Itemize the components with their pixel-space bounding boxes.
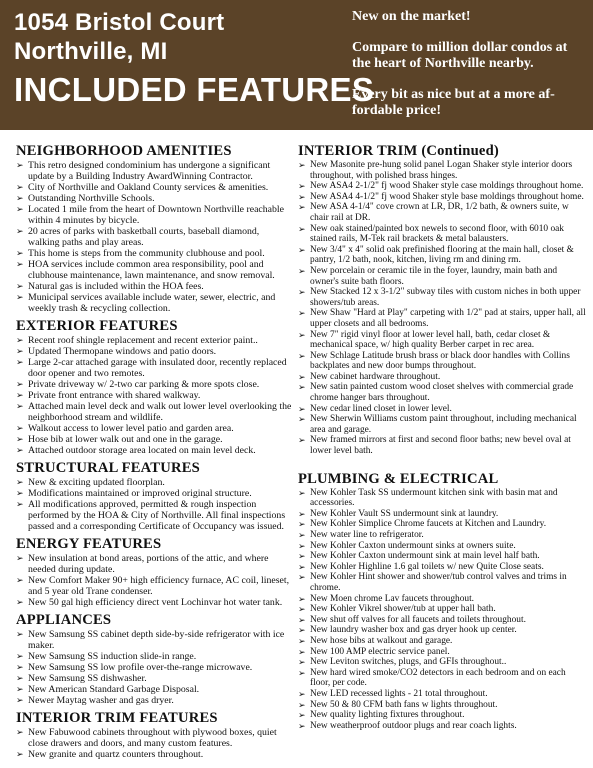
list-item-text: Attached outdoor storage area located on main level deck. [28, 445, 256, 456]
list-item [298, 700, 586, 711]
list-item [298, 308, 586, 329]
list-item [298, 404, 586, 415]
arrow-bullet-icon: ➢ [298, 540, 306, 551]
list-item-text: Hose bib at lower walk out and one in the garage. [28, 434, 223, 445]
list-item [16, 193, 292, 204]
arrow-bullet-icon: ➢ [16, 335, 24, 345]
arrow-bullet-icon: ➢ [16, 379, 24, 389]
list-item [298, 372, 586, 383]
list-item [16, 248, 292, 259]
list-item-text: New Kohler Hint shower and shower/tub control valves and trims in chrome. [310, 572, 567, 593]
promo-line: New on the market! [352, 9, 471, 24]
list-item-text: New 50 & 80 CFM bath fans w lights throughout. [310, 699, 498, 710]
section-heading-structural-features: STRUCTURAL FEATURES [16, 460, 200, 476]
list-item [298, 562, 586, 573]
promo-text [352, 9, 588, 134]
list-item-text: New 7" rigid vinyl floor at lower level hall, bath, cedar closet & mechanical space, w/ high quality Berber carpet in rec area. [310, 329, 551, 351]
arrow-bullet-icon: ➢ [298, 593, 306, 604]
promo-line: Every bit as nice but at a more affordable price! [352, 86, 555, 118]
list-item-text: New Kohler Simplice Chrome faucets at Kitchen and Laundry. [310, 519, 547, 530]
arrow-bullet-icon: ➢ [16, 575, 24, 585]
list-item [298, 551, 586, 562]
arrow-bullet-icon: ➢ [298, 308, 306, 319]
list-item-text: New Sherwin Williams custom paint throughout, including mechanical area and garage. [310, 414, 577, 435]
list-item [298, 351, 586, 372]
feature-list [298, 160, 586, 457]
left-column [16, 141, 292, 764]
list-item-text: New shut off valves for all faucets and toilets throughout. [310, 614, 526, 625]
arrow-bullet-icon: ➢ [298, 371, 306, 382]
list-item-text: New weatherproof outdoor plugs and rear coach lights. [310, 720, 517, 731]
list-item-text: 20 acres of parks with basketball courts, baseball diamond, walking paths and play areas. [28, 226, 260, 248]
section-heading-neighborhood-amenities: NEIGHBORHOOD AMENITIES [16, 143, 232, 159]
list-item [298, 594, 586, 605]
list-item [16, 379, 292, 390]
feature-list [16, 629, 292, 706]
list-item-text: New quality lighting fixtures throughout. [310, 710, 465, 721]
list-item [16, 597, 292, 608]
list-item-text: New Samsung SS induction slide-in range. [28, 651, 197, 662]
list-item [16, 445, 292, 456]
list-item-text: HOA services include common area responsibility, pool and clubhouse maintenance, lawn maintenance, and snow removal. [28, 259, 275, 281]
arrow-bullet-icon: ➢ [298, 635, 306, 646]
list-item-text: All modifications approved, permitted & rough inspection performed by the HOA & City of Northville. All final inspections passed and a corresponding Certificate of Occupancy was issued. [28, 499, 286, 532]
section-heading-appliances: APPLIANCES [16, 612, 112, 628]
list-item-text: New ASA 4-1/4" cove crown at LR, DR, 1/2 bath, & owners suite, w chair rail at DR. [310, 202, 569, 223]
arrow-bullet-icon: ➢ [298, 287, 306, 298]
arrow-bullet-icon: ➢ [16, 401, 24, 411]
arrow-bullet-icon: ➢ [16, 499, 24, 509]
address-line-2: Northville, MI [14, 38, 168, 65]
list-item [16, 204, 292, 226]
arrow-bullet-icon: ➢ [298, 530, 306, 540]
arrow-bullet-icon: ➢ [16, 248, 24, 258]
list-item-text: New Fabuwood cabinets throughout with plywood boxes, quiet close drawers and doors, and many custom features. [28, 727, 277, 749]
header-left [14, 8, 374, 110]
list-item [298, 266, 586, 287]
arrow-bullet-icon: ➢ [298, 223, 306, 234]
feature-list [298, 488, 586, 732]
list-item [298, 721, 586, 732]
list-item-text: New satin painted custom wood closet shelves with commercial grade chrome hanger bars throughout. [310, 382, 574, 404]
list-item-text: New framed mirrors at first and second floor baths; new bevel oval at lower level bath. [310, 435, 571, 457]
section-heading-interior-trim-features: INTERIOR TRIM FEATURES [16, 710, 218, 726]
arrow-bullet-icon: ➢ [16, 597, 24, 607]
list-item-text: New Kohler Caxton undermount sink at main level half bath. [310, 551, 540, 562]
list-item-text: New hard wired smoke/CO2 detectors in each bedroom and on each floor, per code. [310, 667, 566, 689]
list-item [298, 710, 586, 721]
list-item-text: Natural gas is included within the HOA fees. [28, 281, 204, 292]
arrow-bullet-icon: ➢ [16, 292, 24, 302]
list-item-text: Private front entrance with shared walkway. [28, 390, 201, 401]
list-item-text: Private driveway w/ 2-two car parking & more spots close. [28, 379, 260, 390]
list-item [298, 160, 586, 181]
list-item-text: Modifications maintained or improved original structure. [28, 488, 252, 499]
arrow-bullet-icon: ➢ [298, 329, 306, 340]
list-item [16, 401, 292, 423]
arrow-bullet-icon: ➢ [16, 651, 24, 661]
arrow-bullet-icon: ➢ [16, 673, 24, 683]
arrow-bullet-icon: ➢ [298, 688, 306, 699]
section-heading-plumbing-electrical: PLUMBING & ELECTRICAL [298, 470, 499, 487]
feature-list [16, 553, 292, 608]
arrow-bullet-icon: ➢ [16, 204, 24, 214]
arrow-bullet-icon: ➢ [16, 553, 24, 563]
arrow-bullet-icon: ➢ [298, 699, 306, 710]
arrow-bullet-icon: ➢ [16, 684, 24, 694]
list-item [16, 335, 292, 346]
arrow-bullet-icon: ➢ [298, 350, 306, 361]
list-item [16, 281, 292, 292]
list-item-text: New ASA4 2-1/2" fj wood Shaker style case moldings throughout home. [310, 181, 584, 192]
list-item [16, 259, 292, 281]
arrow-bullet-icon: ➢ [298, 403, 306, 414]
list-item [298, 668, 586, 689]
list-item-text: New cabinet hardware throughout. [310, 371, 441, 382]
list-item-text: New insulation at bond areas, portions of the attic, and where needed during update. [28, 553, 269, 575]
list-item-text: Walkout access to lower level patio and garden area. [28, 423, 234, 434]
list-item-text: New Kohler Highline 1.6 gal toilets w/ new Quite Close seats. [310, 561, 544, 572]
list-item [16, 695, 292, 706]
list-item-text: New 3/4" x 4" solid oak prefinished flooring at the main hall, closet & pantry, 1/2 bath, nook, kitchen, living rm and dining rm. [310, 244, 574, 266]
list-item-text: New Moen chrome Lav faucets throughout. [310, 593, 475, 604]
list-item-text: New granite and quartz counters throughout. [28, 749, 204, 760]
list-item [298, 414, 586, 435]
arrow-bullet-icon: ➢ [298, 487, 306, 498]
list-item [298, 224, 586, 245]
list-item-text: Recent roof shingle replacement and recent exterior paint.. [28, 335, 258, 346]
right-column [298, 141, 586, 735]
list-item [298, 245, 586, 266]
list-item [16, 477, 292, 488]
list-item [16, 575, 292, 597]
arrow-bullet-icon: ➢ [298, 181, 306, 192]
section-heading-interior-trim-continued: INTERIOR TRIM (Continued) [298, 143, 499, 159]
arrow-bullet-icon: ➢ [298, 625, 306, 636]
arrow-bullet-icon: ➢ [298, 572, 306, 583]
feature-list [16, 477, 292, 532]
list-item [298, 181, 586, 192]
list-item-text: New 50 gal high efficiency direct vent Lochinvar hot water tank. [28, 597, 283, 608]
list-item [298, 689, 586, 700]
section-spacer [298, 461, 586, 469]
list-item-text: New ASA4 4-1/2" fj wood Shaker style base moldings throughout home. [310, 191, 584, 202]
arrow-bullet-icon: ➢ [16, 182, 24, 192]
arrow-bullet-icon: ➢ [298, 414, 306, 425]
list-item-text: New oak stained/painted box newels to second floor, with 6010 oak stained rails, M-Tek rail brackets & metal balausters. [310, 223, 564, 245]
arrow-bullet-icon: ➢ [16, 488, 24, 498]
list-item-text: New hose bibs at walkout and garage. [310, 635, 453, 646]
list-item-text: New Samsung SS cabinet depth side-by-side refrigerator with ice maker. [28, 629, 285, 651]
arrow-bullet-icon: ➢ [16, 727, 24, 737]
list-item-text: Attached main level deck and walk out lower level overlooking the neighborhood stream and wildlife. [28, 401, 292, 423]
feature-list [16, 727, 292, 760]
list-item [298, 604, 586, 615]
list-item [298, 382, 586, 403]
list-item-text: Located 1 mile from the heart of Downtown Northville reachable within 4 minutes by bicycle. [28, 204, 284, 226]
arrow-bullet-icon: ➢ [298, 710, 306, 721]
arrow-bullet-icon: ➢ [298, 604, 306, 615]
list-item [298, 488, 586, 509]
list-item-text: New Stacked 12 x 3-1/2" subway tiles with custom niches in both upper showers/tub areas. [310, 287, 581, 308]
arrow-bullet-icon: ➢ [16, 434, 24, 444]
list-item-text: This retro designed condominium has undergone a significant update by a Building Industry AwardWinning Contractor. [28, 160, 271, 182]
list-item-text: Municipal services available include water, sewer, electric, and weekly trash & recycling collection. [28, 292, 276, 314]
arrow-bullet-icon: ➢ [298, 382, 306, 393]
list-item [16, 346, 292, 357]
list-item [16, 182, 292, 193]
list-item [298, 530, 586, 541]
arrow-bullet-icon: ➢ [298, 191, 306, 202]
arrow-bullet-icon: ➢ [16, 346, 24, 356]
list-item [298, 541, 586, 552]
list-item-text: New Comfort Maker 90+ high efficiency furnace, AC coil, lineset, and 5 year old Trane condenser. [28, 575, 290, 597]
list-item [16, 727, 292, 749]
arrow-bullet-icon: ➢ [298, 244, 306, 255]
arrow-bullet-icon: ➢ [298, 508, 306, 519]
arrow-bullet-icon: ➢ [298, 551, 306, 562]
arrow-bullet-icon: ➢ [16, 160, 24, 170]
list-item-text: This home is steps from the community clubhouse and pool. [28, 248, 265, 259]
list-item [298, 509, 586, 520]
section-heading-energy-features: ENERGY FEATURES [16, 536, 162, 552]
list-item [298, 287, 586, 308]
list-item [16, 629, 292, 651]
address-line-1: 1054 Bristol Court [14, 9, 225, 36]
list-item-text: New porcelain or ceramic tile in the foyer, laundry, main bath and owner's suite bath floors. [310, 265, 558, 287]
list-item-text: New Kohler Caxton undermount sinks at owners suite. [310, 540, 516, 551]
list-item [298, 435, 586, 456]
list-item-text: New laundry washer box and gas dryer hook up center. [310, 625, 517, 636]
list-item-text: New LED recessed lights - 21 total throughout. [310, 688, 488, 699]
list-item [16, 488, 292, 499]
section-heading-exterior-features: EXTERIOR FEATURES [16, 318, 178, 334]
list-item [298, 572, 586, 593]
arrow-bullet-icon: ➢ [298, 667, 306, 678]
list-item-text: New water line to refrigerator. [310, 530, 424, 540]
list-item-text: New Shaw "Hard at Play" carpeting with 1/2" pad at stairs, upper hall, all upper closets and all bedrooms. [310, 308, 586, 329]
arrow-bullet-icon: ➢ [16, 390, 24, 400]
list-item [298, 636, 586, 647]
list-item [298, 202, 586, 223]
list-item [298, 330, 586, 351]
list-item [16, 357, 292, 379]
header-banner [0, 0, 593, 130]
arrow-bullet-icon: ➢ [16, 477, 24, 487]
arrow-bullet-icon: ➢ [16, 662, 24, 672]
arrow-bullet-icon: ➢ [298, 657, 306, 668]
list-item-text: New & exciting updated floorplan. [28, 477, 165, 488]
arrow-bullet-icon: ➢ [16, 226, 24, 236]
arrow-bullet-icon: ➢ [298, 561, 306, 572]
list-item-text: New 100 AMP electric service panel. [310, 646, 450, 657]
feature-list [16, 160, 292, 314]
list-item [298, 625, 586, 636]
list-item [298, 615, 586, 626]
list-item [16, 292, 292, 314]
promo-line: Compare to million dollar condos at the heart of Northville nearby. [352, 39, 568, 71]
arrow-bullet-icon: ➢ [16, 423, 24, 433]
list-item [298, 519, 586, 530]
list-item [16, 684, 292, 695]
list-item-text: Outstanding Northville Schools. [28, 193, 155, 204]
list-item [16, 749, 292, 760]
list-item [298, 192, 586, 203]
feature-list [16, 335, 292, 456]
arrow-bullet-icon: ➢ [16, 259, 24, 269]
list-item-text: New Samsung SS low profile over-the-range microwave. [28, 662, 253, 673]
arrow-bullet-icon: ➢ [16, 629, 24, 639]
list-item [16, 390, 292, 401]
list-item [16, 434, 292, 445]
list-item [16, 651, 292, 662]
list-item [16, 662, 292, 673]
list-item [16, 226, 292, 248]
arrow-bullet-icon: ➢ [16, 445, 24, 455]
arrow-bullet-icon: ➢ [298, 519, 306, 530]
list-item-text: New Samsung SS dishwasher. [28, 673, 147, 684]
arrow-bullet-icon: ➢ [16, 357, 24, 367]
list-item [16, 160, 292, 182]
list-item-text: Newer Maytag washer and gas dryer. [28, 695, 174, 706]
list-item-text: New Schlage Latitude brush brass or black door handles with Collins backplates and new door bumps throughout. [310, 350, 570, 372]
list-item [16, 499, 292, 532]
arrow-bullet-icon: ➢ [298, 720, 306, 731]
list-item-text: New Kohler Task SS undermount kitchen sink with basin mat and accessories. [310, 487, 558, 509]
list-item-text: City of Northville and Oakland County services & amenities. [28, 182, 269, 193]
arrow-bullet-icon: ➢ [298, 614, 306, 625]
list-item [298, 647, 586, 658]
page-title: INCLUDED FEATURES [14, 71, 375, 108]
arrow-bullet-icon: ➢ [298, 160, 306, 170]
arrow-bullet-icon: ➢ [16, 281, 24, 291]
list-item-text: New Kohler Vikrel shower/tub at upper hall bath. [310, 604, 496, 615]
list-item [16, 553, 292, 575]
list-item-text: Updated Thermopane windows and patio doors. [28, 346, 217, 357]
arrow-bullet-icon: ➢ [298, 646, 306, 657]
list-item-text: New Kohler Vault SS undermount sink at laundry. [310, 508, 499, 519]
list-item [16, 423, 292, 434]
arrow-bullet-icon: ➢ [298, 202, 306, 213]
list-item [16, 673, 292, 684]
list-item-text: Large 2-car attached garage with insulated door, recently replaced door opener and two remotes. [28, 357, 287, 379]
arrow-bullet-icon: ➢ [298, 435, 306, 446]
arrow-bullet-icon: ➢ [16, 749, 24, 759]
list-item-text: New American Standard Garbage Disposal. [28, 684, 200, 695]
arrow-bullet-icon: ➢ [16, 695, 24, 705]
list-item-text: New cedar lined closet in lower level. [310, 403, 452, 414]
list-item [298, 657, 586, 668]
arrow-bullet-icon: ➢ [16, 193, 24, 203]
arrow-bullet-icon: ➢ [298, 265, 306, 276]
list-item-text: New Masonite pre-hung solid panel Logan Shaker style interior doors throughout, with polished brass hinges. [310, 160, 573, 181]
list-item-text: New Leviton switches, plugs, and GFIs throughout.. [310, 657, 507, 668]
